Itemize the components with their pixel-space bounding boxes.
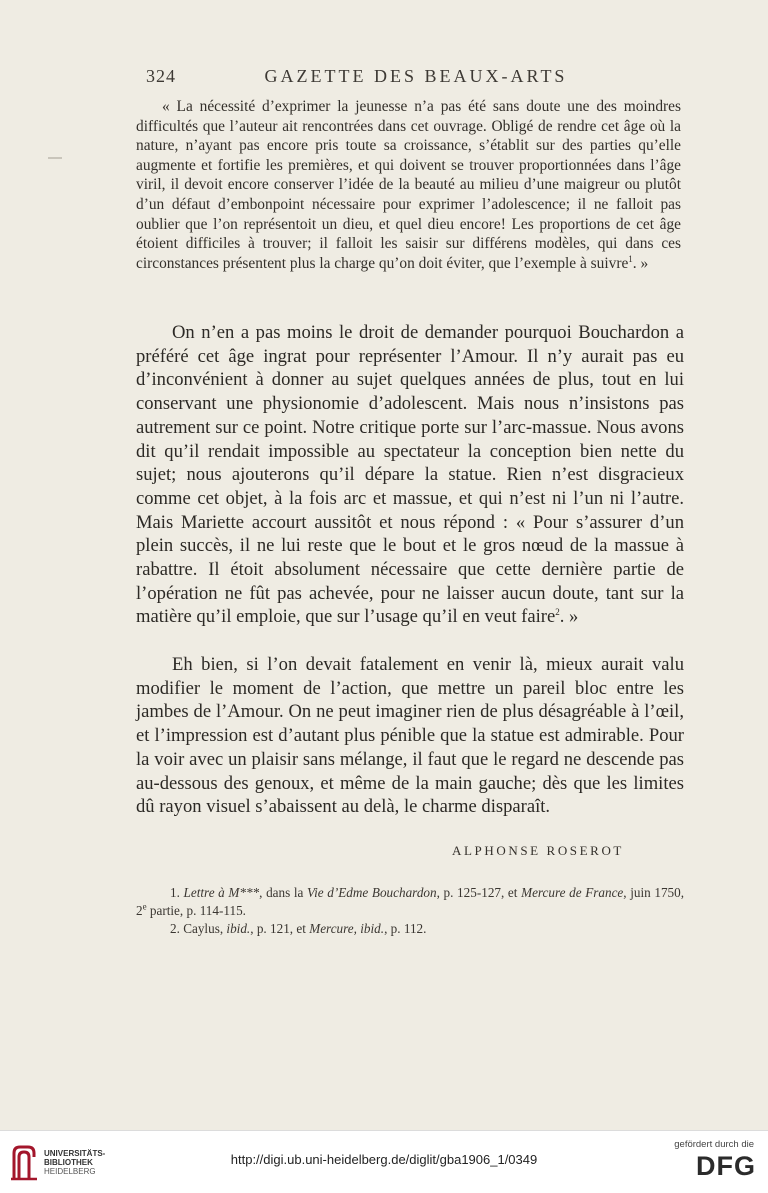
running-title: GAZETTE DES BEAUX-ARTS xyxy=(264,66,568,86)
funder-credit: gefördert durch die xyxy=(674,1139,754,1150)
viewer-footer xyxy=(0,1130,768,1193)
running-head xyxy=(146,66,622,90)
quote-closing: . » xyxy=(632,254,649,272)
footnote-ref-2[interactable]: 2 xyxy=(555,607,560,618)
block-quote xyxy=(136,97,681,273)
scan-artifact xyxy=(48,157,62,159)
paragraph-text: On n’en a pas moins le droit de demander pourquoi Bouchardon a préféré cet âge ingrat pour représenter l’Amour. Il n’y aurait pas eu d’inconvénient à donner au sujet quelques années de plus, tout en lui conservant une physionomie d’adolescent. Mais nous n’insistons pas autrement sur ce point. Notre critique porte sur l’arc-massue. Nous avons dit qu’il rendait impossible au spectateur la conception bien nette du sujet; nous ajouterons qu’il dépare la statue. Rien n’est disgracieux comme cet objet, à la fois arc et massue, et qui n’est ni l’un ni l’autre. Mais Mariette accourt aussitôt et nous répond : « Pour s’assurer d’un plein succès, il ne lui reste que le bout et le gros nœud de la massue à rabattre. Il étoit absolument nécessaire que cette dernière partie de l’opération ne fût pas achevée, pour ne laisser aucun doute, tant sur la matière qu’il emploie, que sur l’usage qu’il en veut faire xyxy=(136,322,684,628)
permalink-url[interactable]: http://digi.ub.uni-heidelberg.de/diglit/gba1906_1/0349 xyxy=(230,1152,538,1167)
body-paragraph xyxy=(136,653,684,819)
paragraph-text: Eh bien, si l’on devait fatalement en venir là, mieux aurait valu modifier le moment de l’action, que mettre un pareil bloc entre les jambes de l’Amour. On ne peut imaginer rien de plus désagréable à l’œil, et l’impression est d’autant plus pénible que la statue est admirable. Pour la voir avec un plaisir sans mélange, il faut que le regard ne descende pas au-dessous des genoux, et même de la main gauche; dès que les limites dû rayon visuel s’abaissent au delà, le charme disparaît. xyxy=(136,654,684,818)
library-name: UNIVERSITÄTS- BIBLIOTHEK HEIDELBERG xyxy=(44,1149,106,1176)
dfg-logo: DFG xyxy=(696,1151,756,1181)
footnote-1: 1. Lettre à M***, dans la Vie d’Edme Bouchardon, p. 125-127, et Mercure de France, juin 1750, 2e partie, p. 114-115. xyxy=(136,885,685,918)
paragraph-closing: . » xyxy=(559,606,579,628)
quote-text: « La nécessité d’exprimer la jeunesse n’a pas été sans doute une des moindres difficultés que l’auteur ait rencontrées dans cet ouvrage. Obligé de rendre cet âge où la nature, n’ayant pas encore pris toute sa croissance, s’établit sur des parties qu’elle augmente et fortifie les premières, et qui doivent se trouver proportionnées dans l’âge viril, il devoit encore conserver l’idée de la beauté au milieu d’une maigreur ou plutôt d’un défaut d’embonpoint nécessaire pour exprimer l’adolescence; il ne falloit pas oublier que l’on représentoit un dieu, et quel dieu encore! Les proportions de cet âge étoient difficiles à trouver; il falloit les saisir sur différens modèles, qui dans ces circonstances présentent plus la charge qu’on doit éviter, que l’exemple à suivre xyxy=(136,98,681,272)
footnotes xyxy=(136,884,684,938)
body-paragraph xyxy=(136,321,684,629)
funder-logo[interactable] xyxy=(660,1139,756,1187)
footnote-2: 2. Caylus, ibid., p. 121, et Mercure, ibid., p. 112. xyxy=(170,921,427,936)
author-signature: ALPHONSE ROSEROT xyxy=(452,843,624,858)
page-number: 324 xyxy=(146,66,176,86)
footnote-ref-1[interactable]: 1 xyxy=(628,253,633,264)
